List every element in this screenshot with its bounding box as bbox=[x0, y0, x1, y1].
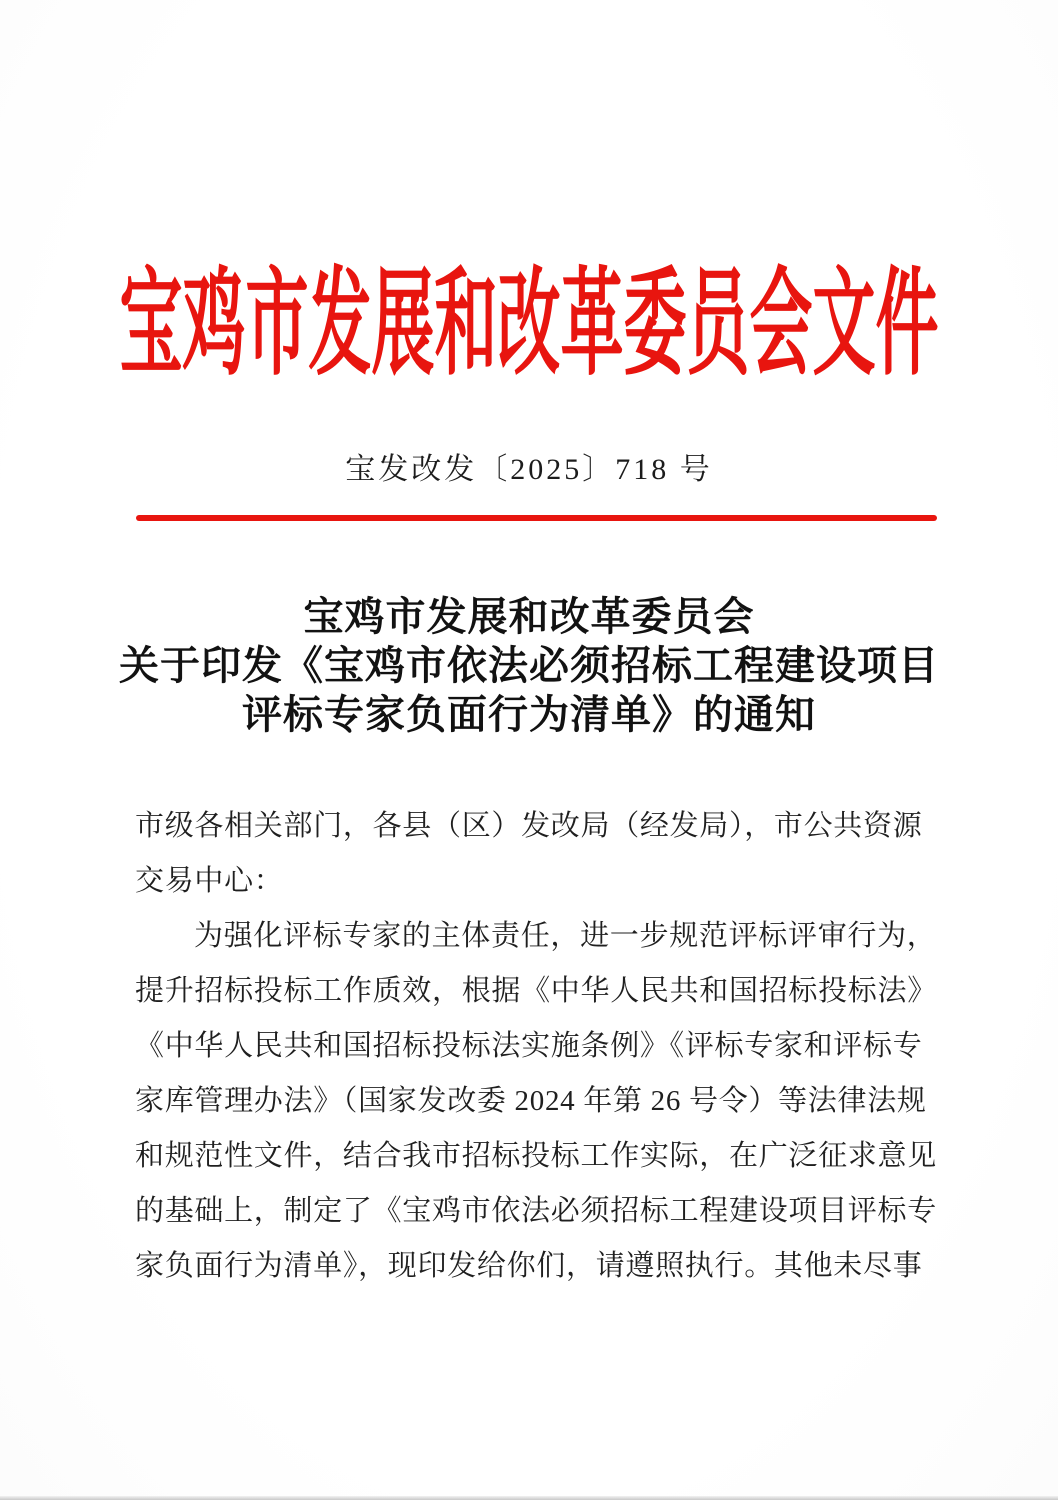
masthead-title: 宝鸡市发展和改革委员会文件 bbox=[119, 259, 939, 389]
body-paragraph-line-5: 和规范性文件，结合我市招标投标工作实际，在广泛征求意见 bbox=[135, 1140, 937, 1172]
masthead bbox=[0, 248, 1058, 389]
notice-title bbox=[0, 592, 1058, 739]
doc-number: 宝发改发〔2025〕718 号 bbox=[345, 453, 713, 486]
body-paragraph-line-7: 家负面行为清单》，现印发给你们，请遵照执行。其他未尽事 bbox=[135, 1250, 923, 1282]
body-paragraph-line-4: 家库管理办法》（国家发改委 2024 年第 26 号令）等法律法规 bbox=[135, 1085, 927, 1117]
body-paragraph-line-6: 的基础上，制定了《宝鸡市依法必须招标工程建设项目评标专 bbox=[135, 1195, 937, 1227]
body-paragraph-line-1: 为强化评标专家的主体责任，进一步规范评标评审行为， bbox=[194, 920, 937, 952]
notice-title-line-3: 评标专家负面行为清单》的通知 bbox=[242, 692, 816, 737]
notice-title-line-2: 关于印发《宝鸡市依法必须招标工程建设项目 bbox=[119, 643, 939, 688]
recipients-line-2: 交易中心： bbox=[135, 865, 284, 897]
red-divider-rule bbox=[136, 515, 937, 521]
recipients-line-1: 市级各相关部门，各县（区）发改局（经发局），市公共资源 bbox=[135, 810, 923, 842]
document-body bbox=[135, 799, 941, 1294]
body-paragraph-line-3: 《中华人民共和国招标投标法实施条例》《评标专家和评标专 bbox=[135, 1030, 923, 1062]
page-bottom-edge bbox=[0, 1496, 1058, 1500]
body-paragraph-line-2: 提升招标投标工作质效，根据《中华人民共和国招标投标法》 bbox=[135, 975, 937, 1007]
notice-title-line-1: 宝鸡市发展和改革委员会 bbox=[303, 594, 755, 639]
